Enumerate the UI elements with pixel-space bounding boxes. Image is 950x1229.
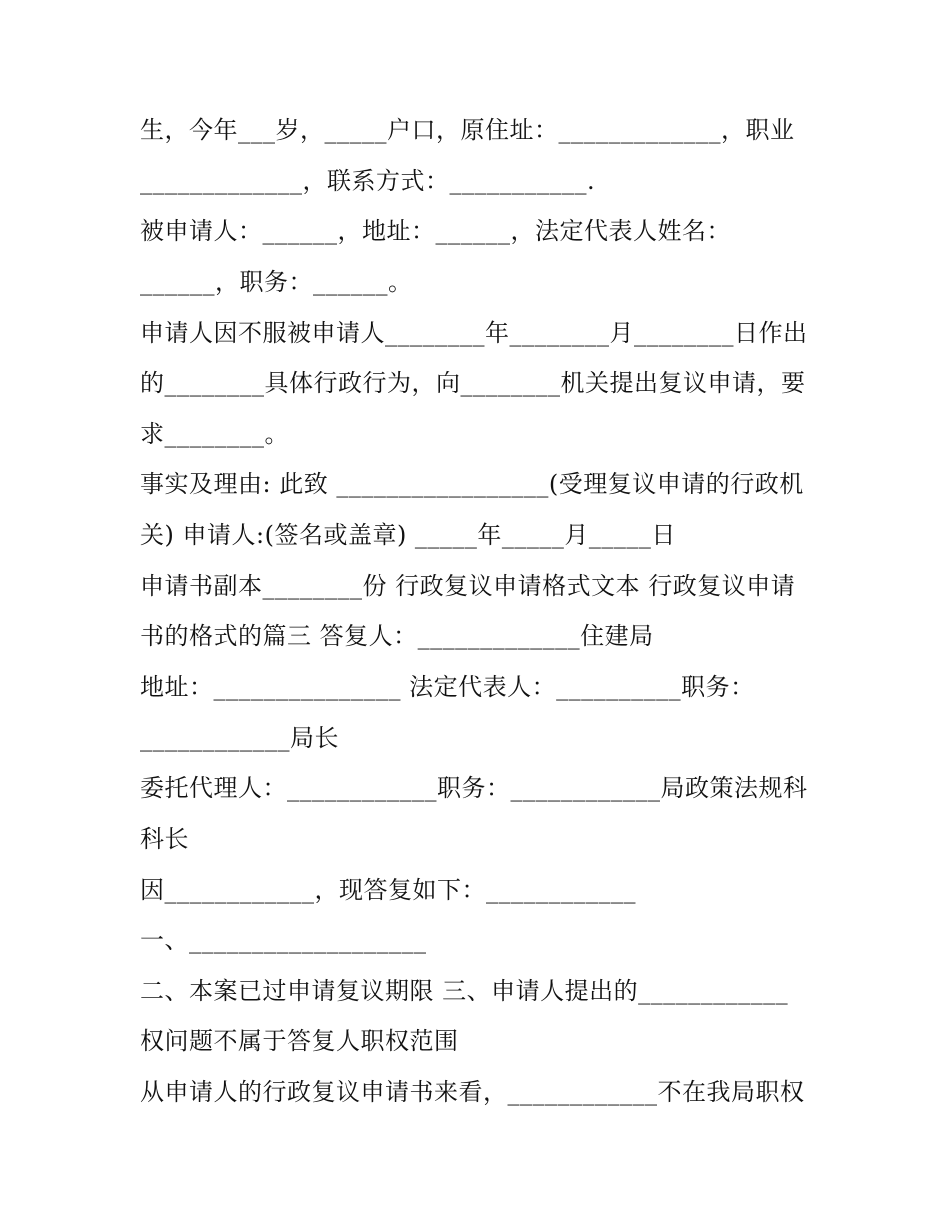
text-line: ____________局长: [140, 724, 339, 752]
text-line: 书的格式的篇三 答复人：_____________住建局: [140, 622, 654, 650]
text-line: 的________具体行政行为，向________机关提出复议申请，要: [140, 369, 806, 397]
text-line: 申请人因不服被申请人________年________月________日作出: [140, 319, 808, 347]
text-line: 科长: [140, 825, 189, 853]
text-line: 权问题不属于答复人职权范围: [140, 1027, 459, 1055]
text-line: 申请书副本________份 行政复议申请格式文本 行政复议申请: [140, 572, 796, 600]
text-line: _____________，联系方式：___________.: [140, 167, 596, 195]
text-line: 被申请人：______，地址：______，法定代表人姓名：: [140, 217, 731, 245]
text-line: 因____________，现答复如下：____________: [140, 876, 636, 904]
text-line: 地址：_______________ 法定代表人：__________职务：: [140, 673, 755, 701]
text-line: 事实及理由: 此致 _________________(受理复议申请的行政机: [140, 470, 804, 498]
text-line: 委托代理人：____________职务：____________局政策法规科: [140, 774, 808, 802]
text-line: 二、本案已过申请复议期限 三、申请人提出的____________: [140, 977, 789, 1005]
text-line: 关) 申请人:(签名或盖章) _____年_____月_____日: [140, 521, 676, 549]
text-line: 生，今年___岁，_____户口，原住址：_____________，职业: [140, 116, 795, 144]
text-line: 一、___________________: [140, 926, 427, 954]
text-line: 求________。: [140, 420, 289, 448]
text-line: ______，职务：______。: [140, 268, 413, 296]
text-line: 从申请人的行政复议申请书来看，____________不在我局职权: [140, 1078, 805, 1106]
